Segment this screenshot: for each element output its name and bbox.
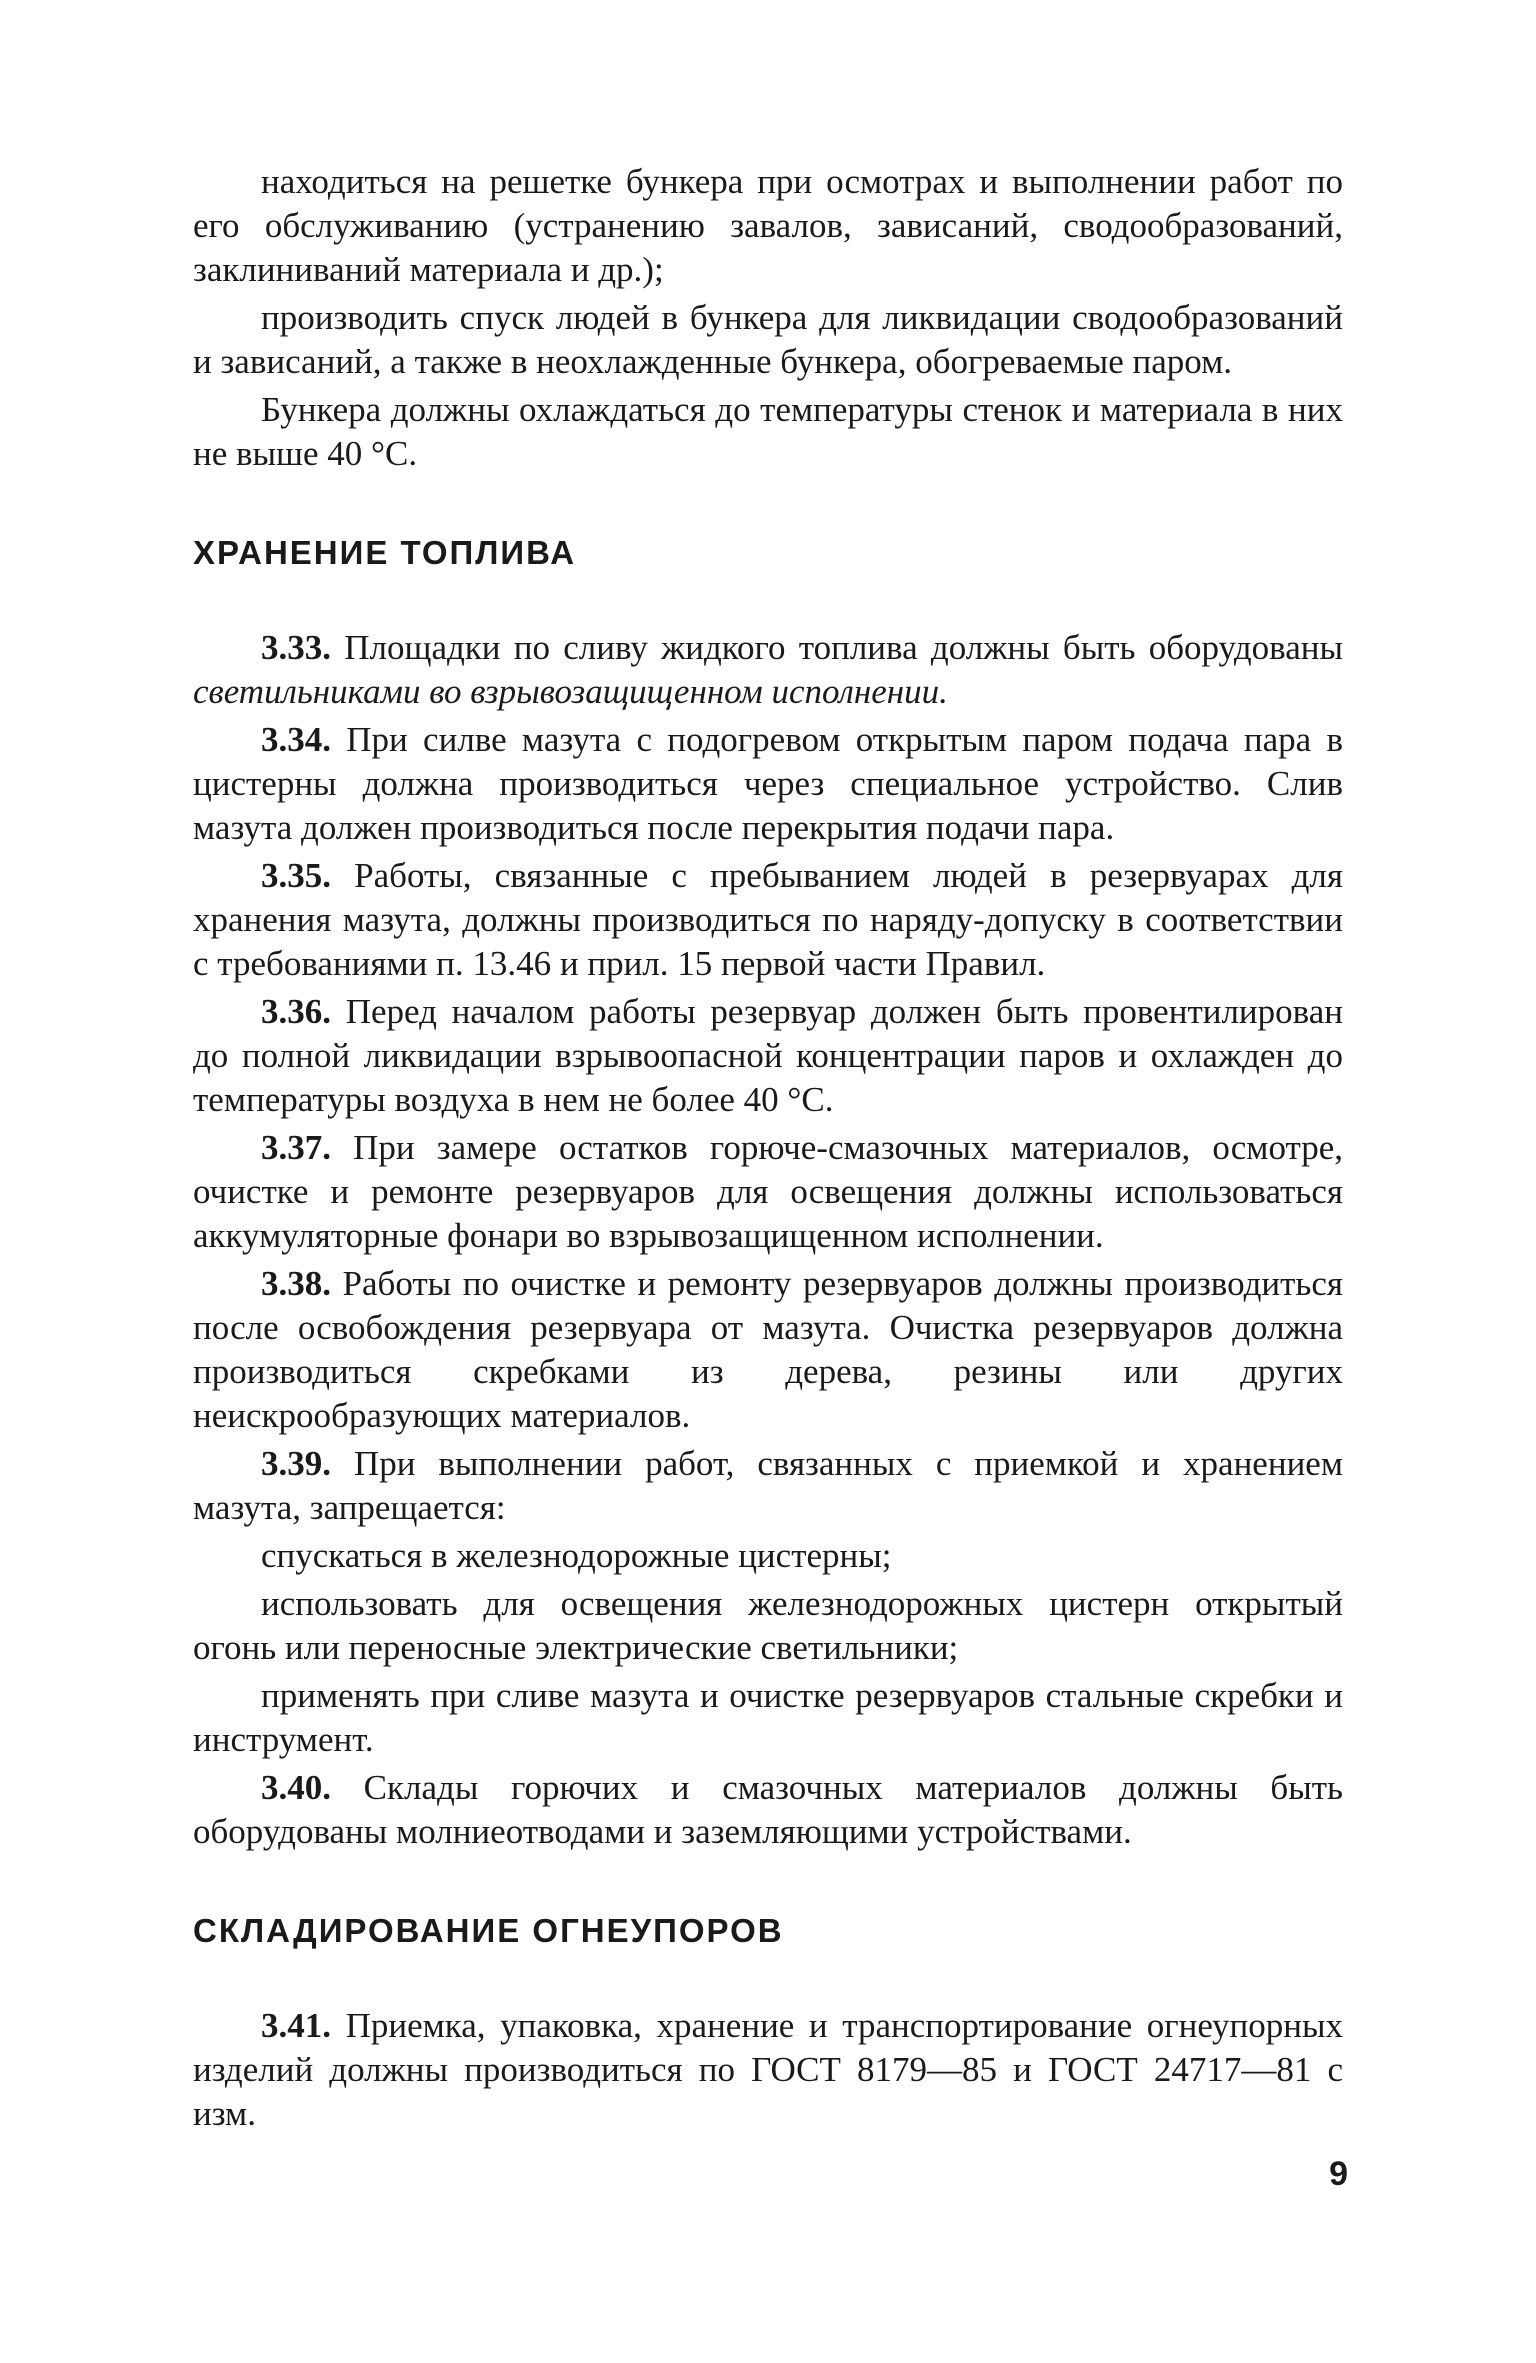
clause-text: Склады горючих и смазочных материалов должны быть оборудованы молниеотводами и заземляющими устройствами.	[193, 1768, 1343, 1851]
clause-text: Площадки по сливу жидкого топлива должны быть оборудованы	[344, 628, 1344, 667]
paragraph-intro-1: находиться на решетке бункера при осмотрах и выполнении работ по его обслуживанию (устранению завалов, зависаний, сводообразований, заклиниваний материала и др.);	[193, 162, 1343, 289]
clause-3-35	[193, 854, 1343, 986]
clause-text-italic: светильниками во взрывозащищенном исполнении.	[193, 672, 948, 711]
page-number: 9	[1329, 2155, 1348, 2193]
clause-number: 3.37.	[261, 1128, 331, 1167]
clause-text: Приемка, упаковка, хранение и транспортирование огнеупорных изделий должны производиться по ГОСТ 8179—85 и ГОСТ 24717—81 с изм.	[193, 2006, 1344, 2133]
section-heading-refractory-storage: СКЛАДИРОВАНИЕ ОГНЕУПОРОВ	[193, 1912, 784, 1949]
clause-text: Работы по очистке и ремонту резервуаров должны производиться после освобождения резервуара от мазута. Очистка резервуаров должна производиться скребками из дерева, резины или других неискрообразующих материалов.	[193, 1264, 1343, 1435]
clause-number: 3.33.	[261, 628, 331, 667]
section-heading-fuel-storage: ХРАНЕНИЕ ТОПЛИВА	[193, 534, 577, 571]
clause-3-37	[193, 1126, 1343, 1258]
paragraph-intro-3: Бункера должны охлаждаться до температуры стенок и материала в них не выше 40 °С.	[193, 390, 1343, 473]
clause-3-41	[193, 2004, 1343, 2136]
clause-number: 3.39.	[261, 1444, 331, 1483]
clause-3-36	[193, 990, 1343, 1122]
clause-text: При силве мазута с подогревом открытым паром подача пара в цистерны должна производиться через специальное устройство. Слив мазута должен производиться после перекрытия подачи пара.	[193, 720, 1344, 847]
clause-number: 3.41.	[261, 2006, 331, 2045]
clause-number: 3.40.	[261, 1768, 331, 1807]
prohibition-item-1: спускаться в железнодорожные цистерны;	[261, 1536, 892, 1575]
clause-number: 3.38.	[261, 1264, 331, 1303]
prohibition-item-3: применять при сливе мазута и очистке резервуаров стальные скребки и инструмент.	[193, 1676, 1343, 1759]
clause-number: 3.35.	[261, 856, 331, 895]
clause-3-38	[193, 1262, 1343, 1438]
clause-3-34	[193, 718, 1343, 850]
prohibition-item-2: использовать для освещения железнодорожных цистерн открытый огонь или переносные электрические светильники;	[193, 1584, 1343, 1667]
clause-number: 3.34.	[261, 720, 331, 759]
paragraph-intro-2: производить спуск людей в бункера для ликвидации сводообразований и зависаний, а также в неохлажденные бункера, обогреваемые паром.	[193, 298, 1343, 381]
clause-3-33	[193, 626, 1343, 714]
clause-text: При выполнении работ, связанных с приемкой и хранением мазута, запрещается:	[193, 1444, 1343, 1527]
clause-text: Перед началом работы резервуар должен быть провентилирован до полной ликвидации взрывоопасной концентрации паров и охлажден до температуры воздуха в нем не более 40 °С.	[193, 992, 1343, 1119]
clause-text: При замере остатков горюче-смазочных материалов, осмотре, очистке и ремонте резервуаров для освещения должны использоваться аккумуляторные фонари во взрывозащищенном исполнении.	[193, 1128, 1344, 1255]
clause-text: Работы, связанные с пребыванием людей в резервуарах для хранения мазута, должны производиться по наряду-допуску в соответствии с требованиями п. 13.46 и прил. 15 первой части Правил.	[193, 856, 1343, 983]
clause-3-39	[193, 1442, 1343, 1530]
clause-number: 3.36.	[261, 992, 331, 1031]
clause-3-40	[193, 1766, 1343, 1854]
